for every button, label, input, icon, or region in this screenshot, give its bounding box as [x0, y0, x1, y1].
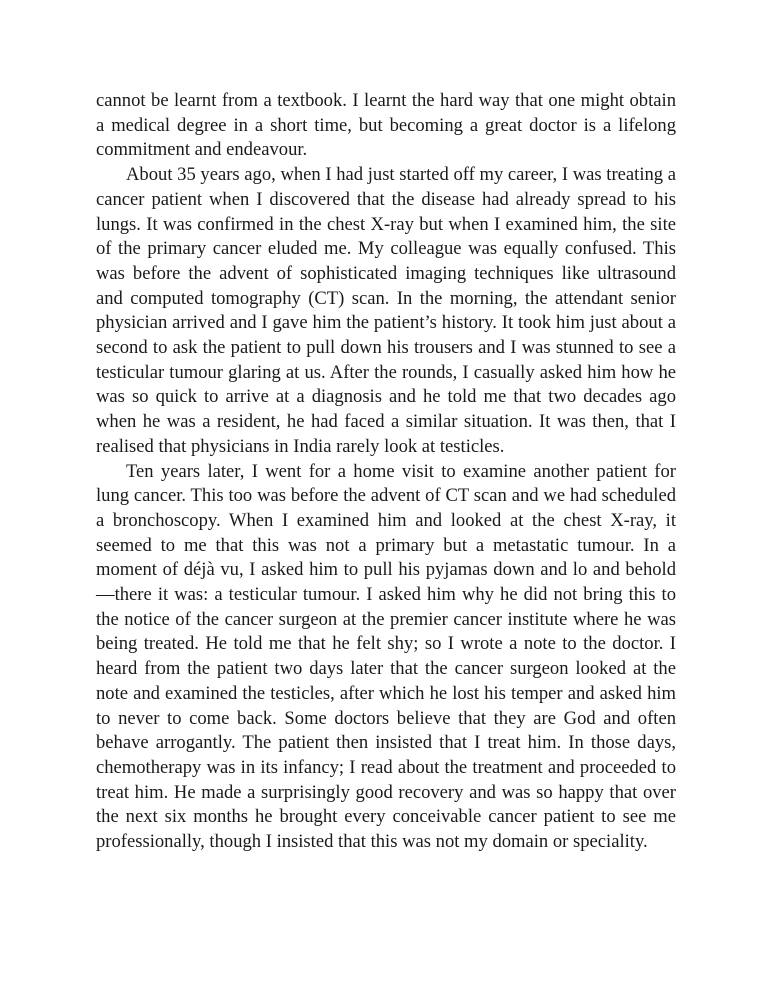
paragraph-continuation: cannot be learnt from a textbook. I learnt the hard way that one might obtain a medical degree in a short time, but becoming a great doctor is a lifelong commitment and endeavour.: [96, 90, 676, 161]
paragraph-first-case: About 35 years ago, when I had just started off my career, I was treating a cancer patient when I discovered that the disease had already spread to his lungs. It was confirmed in the chest X-ray but when I examined him, the site of the primary cancer eluded me. My colleague was equally confused. This was before the advent of sophisticated imaging techniques like ultrasound and computed tomography (CT) scan. In the morning, the attendant senior physician arrived and I gave him the patient’s history. It took him just about a second to ask the patient to pull down his trousers and I was stunned to see a testicular tumour glaring at us. After the rounds, I casually asked him how he was so quick to arrive at a diagnosis and he told me that two decades ago when he was a resident, he had faced a similar situation. It was then, that I realised that physicians in India rarely look at testicles.: [96, 164, 676, 457]
paragraph-second-case: Ten years later, I went for a home visit to examine another patient for lung cancer. This too was before the advent of CT scan and we had scheduled a bronchoscopy. When I examined him and looked at the chest X-ray, it seemed to me that this was not a primary but a metastatic tumour. In a moment of déjà vu, I asked him to pull his pyjamas down and lo and behold—there it was: a testicular tumour. I asked him why he did not bring this to the notice of the cancer surgeon at the premier cancer institute where he was being treated. He told me that he felt shy; so I wrote a note to the doctor. I heard from the patient two days later that the cancer surgeon looked at the note and examined the testicles, after which he lost his temper and asked him to never to come back. Some doctors believe that they are God and often behave arrogantly. The patient then insisted that I treat him. In those days, chemotherapy was in its infancy; I read about the treatment and proceeded to treat him. He made a surprisingly good recovery and was so happy that over the next six months he brought every conceivable cancer patient to see me professionally, though I insisted that this was not my domain or speciality.: [96, 460, 676, 853]
